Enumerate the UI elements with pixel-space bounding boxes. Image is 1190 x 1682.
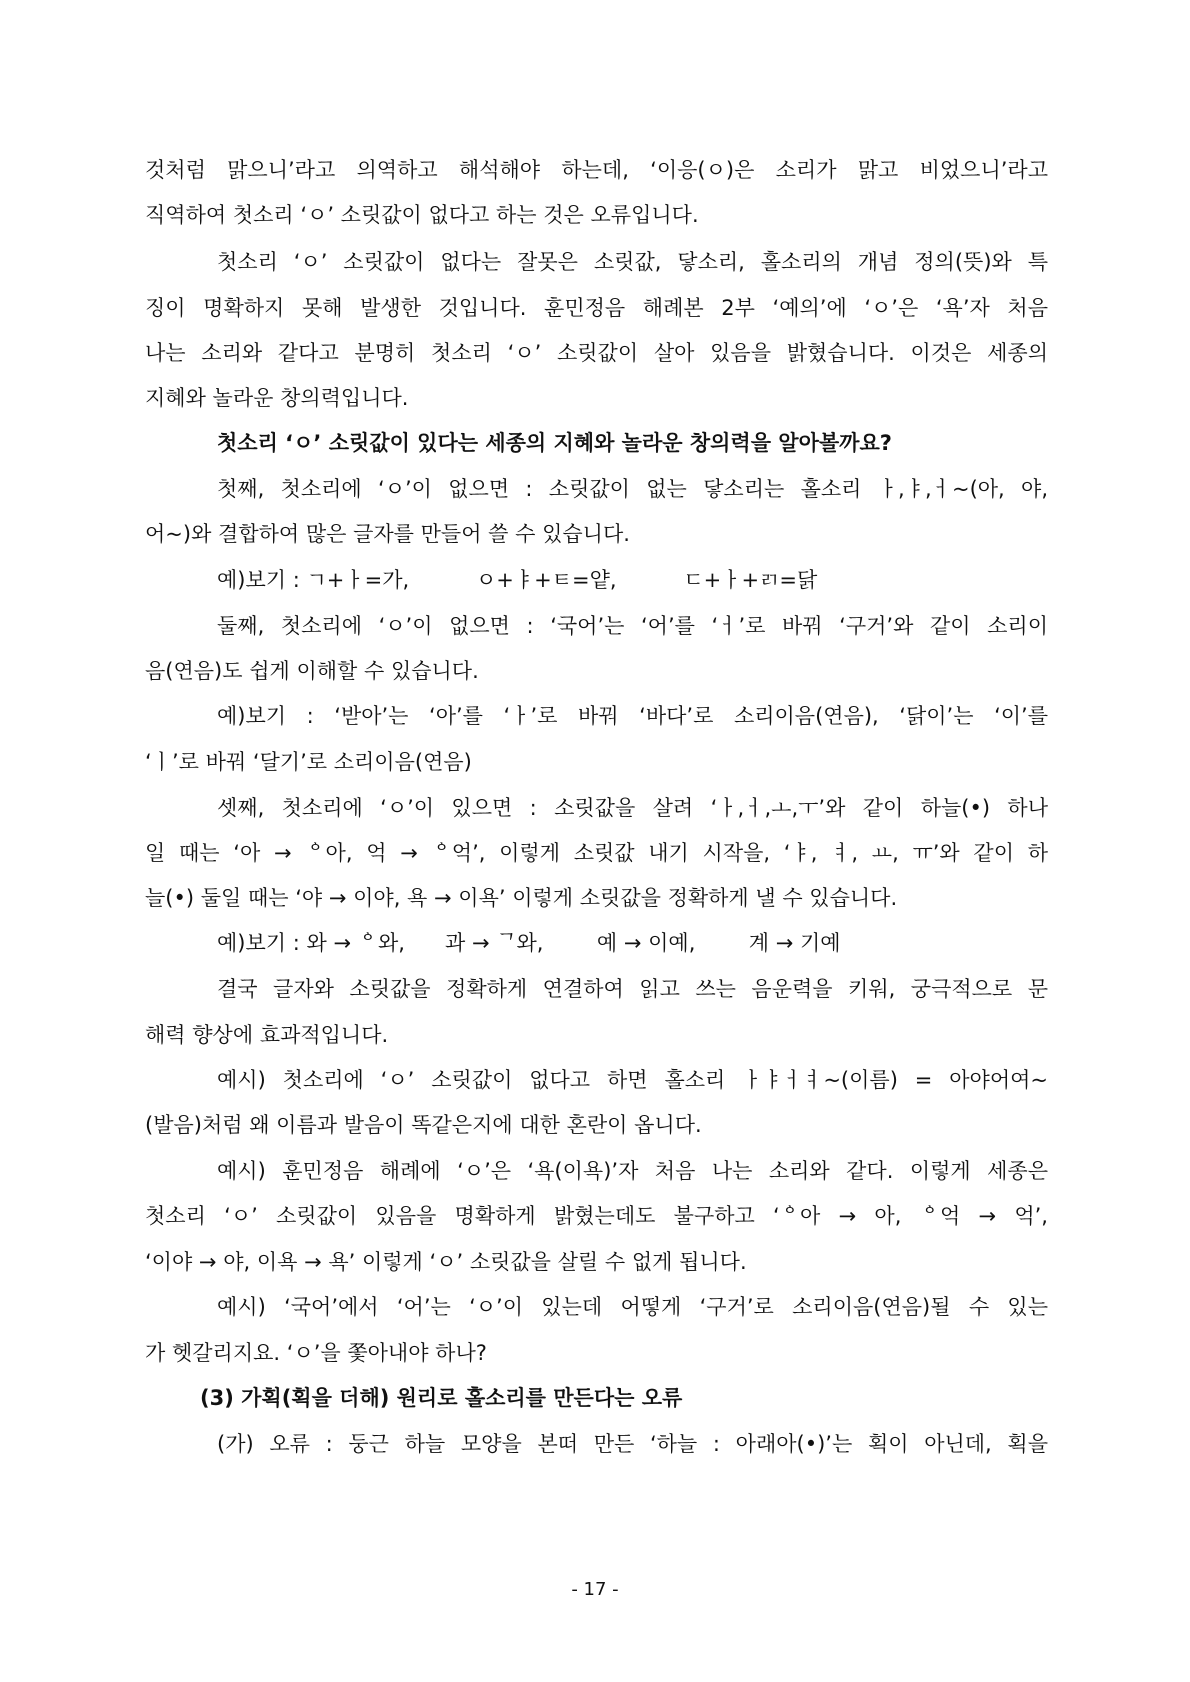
text-line: 예시) 훈민정음 해례에 ‘ㅇ’은 ‘욕(이욕)’자 처음 나는 소리와 같다. 이렇게 세종은 [217,1159,1048,1183]
text-line: (발음)처럼 왜 이름과 발음이 똑같은지에 대한 혼란이 옵니다. [145,1113,702,1137]
text-line: 가 헷갈리지요. ‘ㅇ’을 쫓아내야 하나? [145,1341,487,1365]
text-line: 것처럼 맑으니’라고 의역하고 해석해야 하는데, ‘이응(ㅇ)은 소리가 맑고 비었으니’라고 [145,158,1048,182]
text-line: 예시) 첫소리에 ‘ㅇ’ 소릿값이 없다고 하면 홀소리 ㅏㅑㅓㅕ~(이름) = 아야어여~ [217,1068,1048,1092]
text-line: 첫소리 ‘ㅇ’ 소릿값이 있음을 명확하게 밝혔는데도 불구하고 ‘ᅌ아 → 아, ᅌ억 → 억’, [145,1204,1048,1228]
text-line: ‘ㅣ’로 바꿔 ‘달기’로 소리이음(연음) [145,750,472,774]
text-line: 어~)와 결합하여 많은 글자를 만들어 쓸 수 있습니다. [145,522,630,546]
text-line: 음(연음)도 쉽게 이해할 수 있습니다. [145,659,479,683]
text-line: 나는 소리와 같다고 분명히 첫소리 ‘ㅇ’ 소릿값이 살아 있음을 밝혔습니다. 이것은 세종의 [145,341,1048,365]
example-line: 예)보기 : 와 → ᅌ와, 과 → ᄀ와, 예 → 이예, 계 → 기예 [217,931,841,955]
section-question: 첫소리 ‘ㅇ’ 소릿값이 있다는 세종의 지혜와 놀라운 창의력을 알아볼까요? [217,431,892,455]
section-heading: (3) 가획(획을 더해) 원리로 홀소리를 만든다는 오류 [200,1386,683,1410]
text-line: 첫째, 첫소리에 ‘ㅇ’이 없으면 : 소릿값이 없는 닿소리는 홀소리 ㅏ,ㅑ,ㅓ~(아, 야, [217,477,1048,501]
text-line: 직역하여 첫소리 ‘ㅇ’ 소릿값이 없다고 하는 것은 오류입니다. [145,203,699,227]
text-line: 해력 향상에 효과적입니다. [145,1023,389,1047]
text-line: 징이 명확하지 못해 발생한 것입니다. 훈민정음 해례본 2부 ‘예의’에 ‘ㅇ’은 ‘욕’자 처음 [145,296,1048,320]
text-line: 둘째, 첫소리에 ‘ㅇ’이 없으면 : ‘국어’는 ‘어’를 ‘ㅓ’로 바꿔 ‘구거’와 같이 소리이 [217,614,1048,638]
text-line: 늘(•) 둘일 때는 ‘야 → 이야, 욕 → 이욕’ 이렇게 소릿값을 정확하게 낼 수 있습니다. [145,886,898,910]
text-line: 지혜와 놀라운 창의력입니다. [145,386,409,410]
text-line: (가) 오류 : 둥근 하늘 모양을 본떠 만든 ‘하늘 : 아래아(•)’는 획이 아닌데, 획을 [217,1432,1048,1456]
text-line: 예시) ‘국어’에서 ‘어’는 ‘ㅇ’이 있는데 어떻게 ‘구거’로 소리이음(연음)될 수 있는 [217,1295,1048,1319]
text-line: ‘이야 → 야, 이욕 → 욕’ 이렇게 ‘ㅇ’ 소릿값을 살릴 수 없게 됩니다. [145,1250,747,1274]
example-line: 예)보기 : ㄱ+ㅏ=가, ㅇ+ㅑ+ㅌ=얕, ㄷ+ㅏ+ㄺ=닭 [217,568,818,592]
text-line: 셋째, 첫소리에 ‘ㅇ’이 있으면 : 소릿값을 살려 ‘ㅏ,ㅓ,ㅗ,ㅜ’와 같이 하늘(•) 하나 [217,796,1048,820]
example-line: 예)보기 : ‘받아’는 ‘아’를 ‘ㅏ’로 바꿔 ‘바다’로 소리이음(연음), ‘닭이’는 ‘이’를 [217,704,1048,728]
page-number: - 17 - [571,1579,619,1600]
text-line: 일 때는 ‘아 → ᅌ아, 억 → ᅌ억’, 이렇게 소릿값 내기 시작을, ‘ㅑ, ㅕ, ㅛ, ㅠ’와 같이 하 [145,841,1048,865]
text-line: 결국 글자와 소릿값을 정확하게 연결하여 읽고 쓰는 음운력을 키워, 궁극적으로 문 [217,977,1048,1001]
text-line: 첫소리 ‘ㅇ’ 소릿값이 없다는 잘못은 소릿값, 닿소리, 홀소리의 개념 정의(뜻)와 특 [217,250,1048,274]
